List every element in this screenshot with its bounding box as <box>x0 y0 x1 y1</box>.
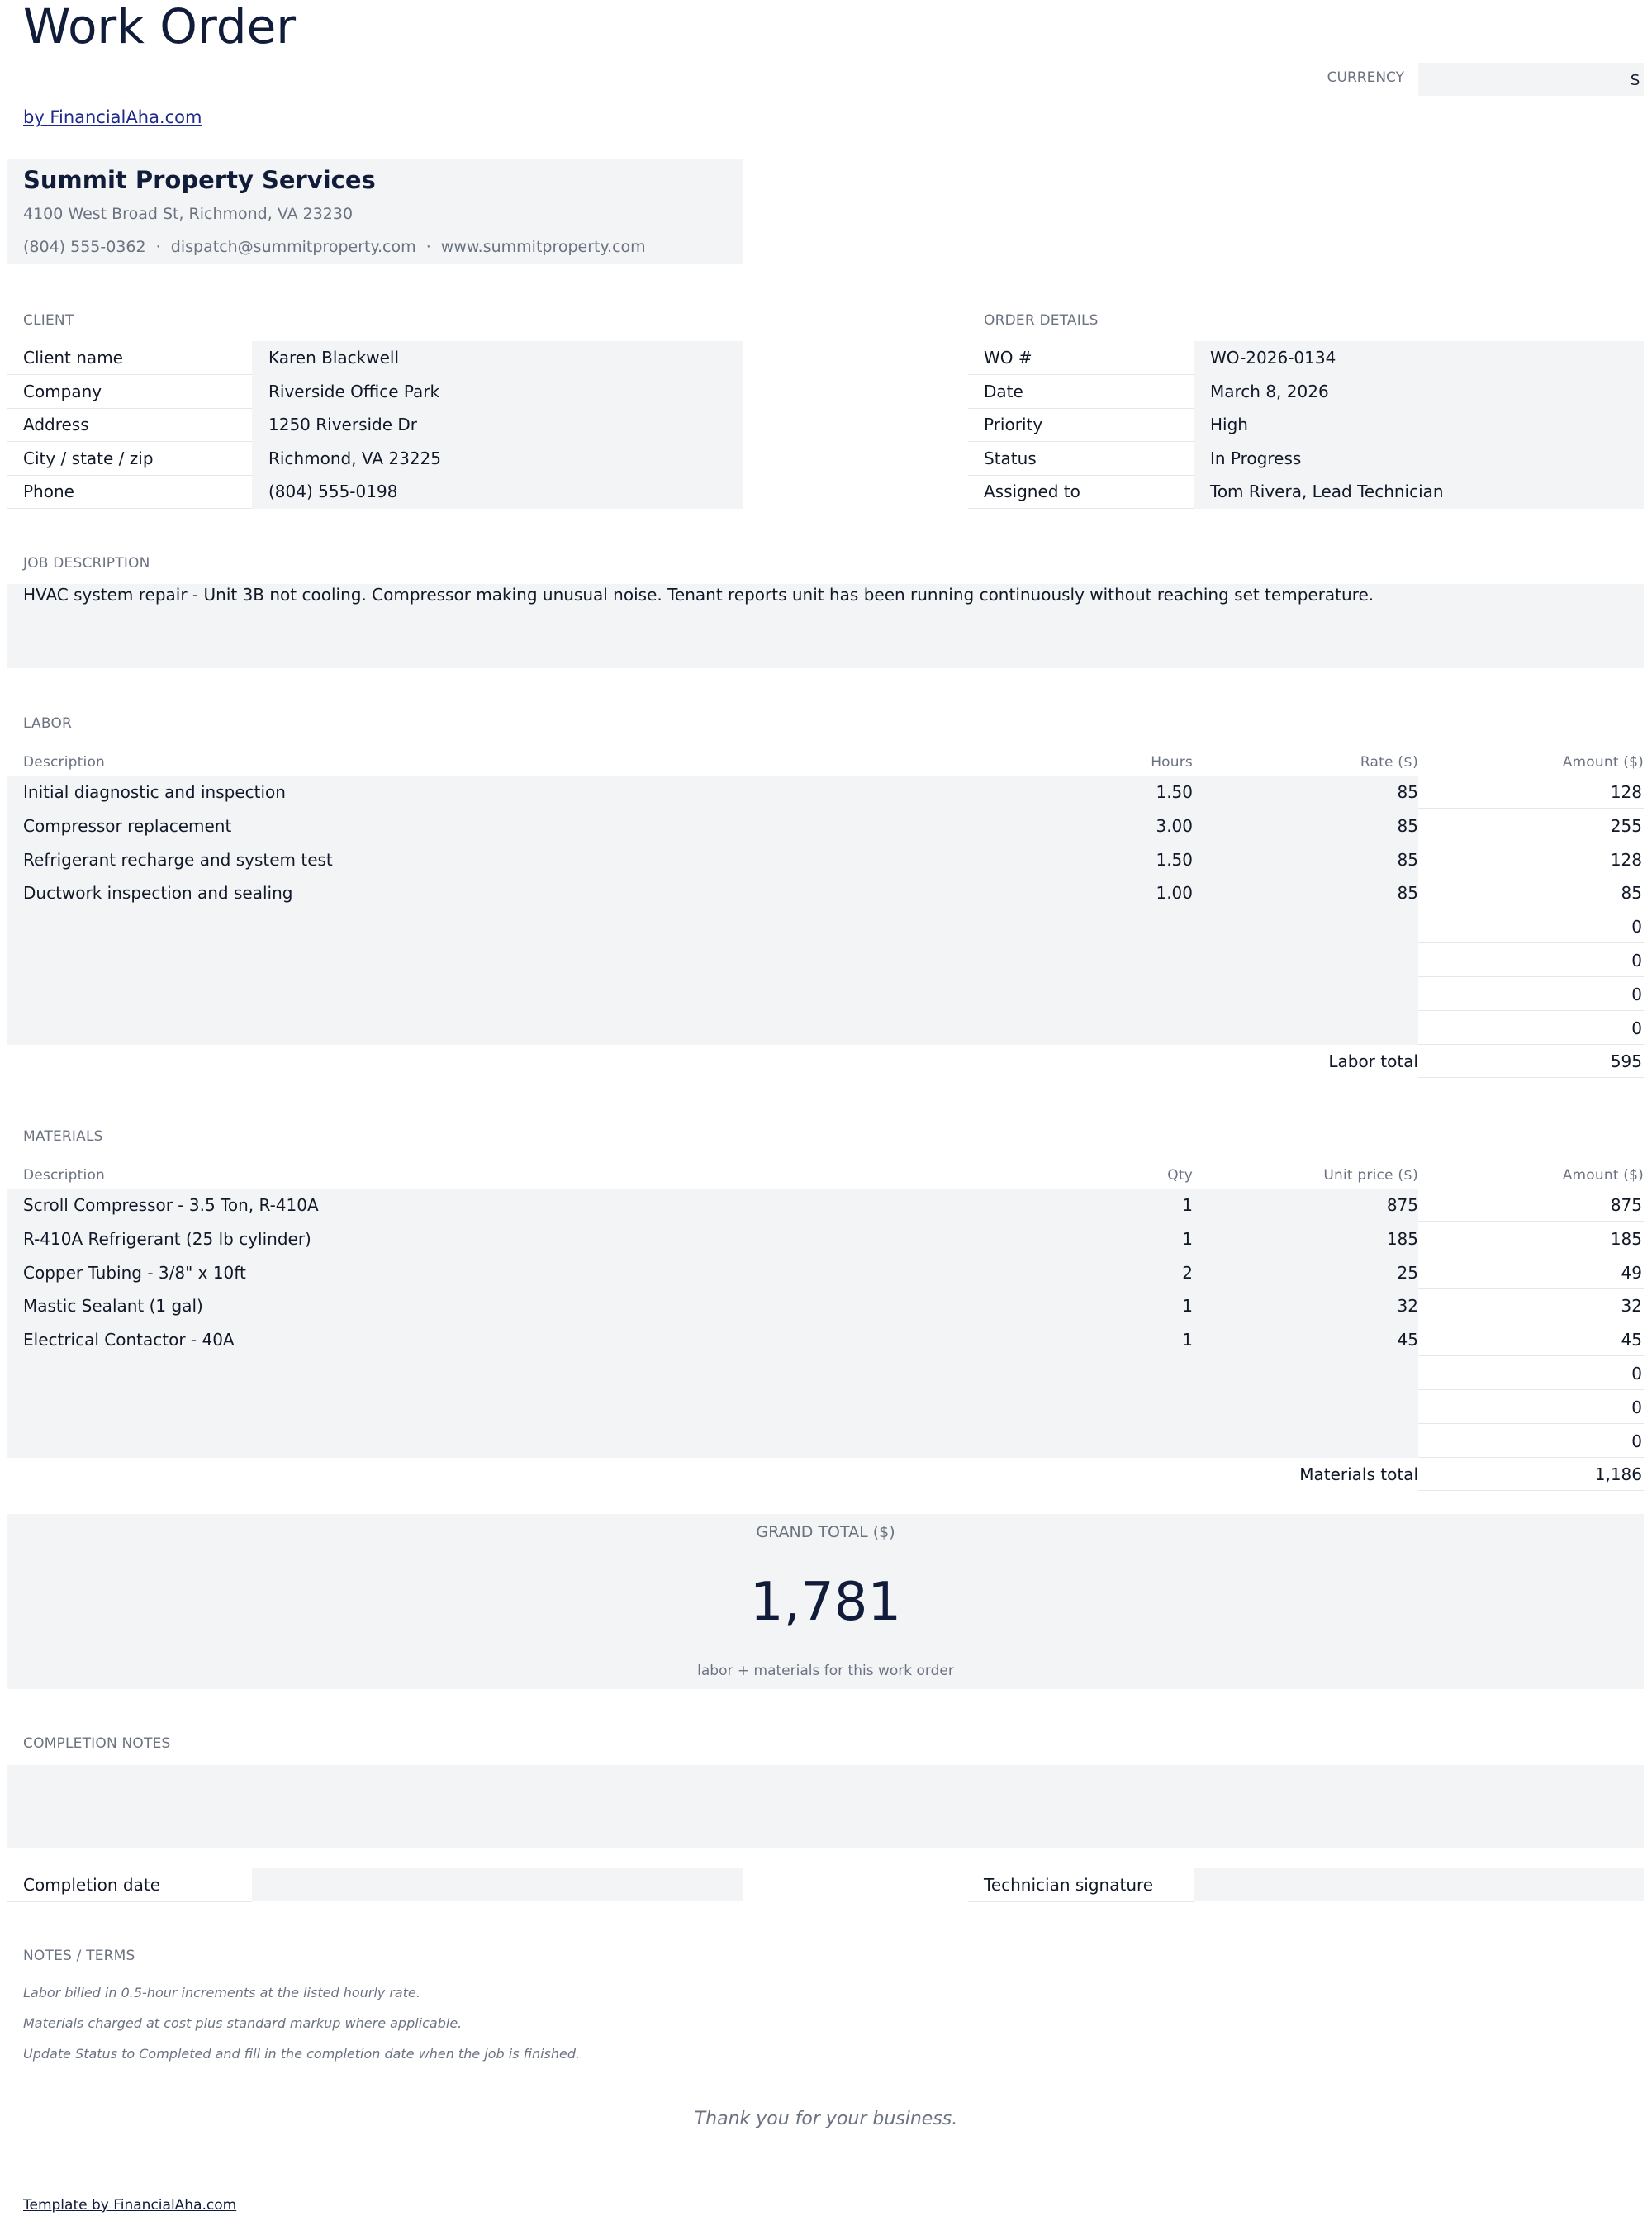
client-field-value[interactable]: 1250 Riverside Dr <box>252 408 743 442</box>
labor-row-qty[interactable] <box>1024 1012 1193 1045</box>
terms-line: Update Status to Completed and fill in the completion date when the job is finished. <box>23 2046 581 2062</box>
materials-row-qty[interactable]: 1 <box>1182 1296 1193 1317</box>
materials-row-amount: 875 <box>1418 1189 1644 1222</box>
company-name: Summit Property Services <box>23 166 376 194</box>
labor-total-value: 595 <box>1418 1045 1644 1078</box>
labor-row-description[interactable]: Initial diagnostic and inspection <box>23 782 286 802</box>
thank-you-message: Thank you for your business. <box>694 2109 958 2129</box>
grand-total-caption: labor + materials for this work order <box>697 1663 954 1679</box>
materials-row-amount: 45 <box>1418 1323 1644 1356</box>
materials-row-qty[interactable] <box>1024 1391 1193 1424</box>
materials-row-amount: 32 <box>1418 1289 1644 1322</box>
labor-row-rate[interactable]: 85 <box>1397 883 1418 904</box>
currency-value: $ <box>1630 69 1640 89</box>
company-contact: (804) 555-0362 · dispatch@summitproperty.com · www.summitproperty.com <box>23 238 646 256</box>
materials-row-qty[interactable]: 1 <box>1182 1228 1193 1249</box>
order-field-value[interactable]: In Progress <box>1194 442 1644 476</box>
order-field-label: Status <box>968 442 1194 476</box>
labor-header-qty: Hours <box>1151 754 1193 771</box>
materials-row-rate[interactable] <box>1198 1425 1418 1458</box>
labor-header-amount: Amount ($) <box>1562 754 1644 771</box>
materials-row-amount: 0 <box>1418 1391 1644 1424</box>
materials-section-label: MATERIALS <box>23 1128 103 1145</box>
labor-row-amount: 255 <box>1418 809 1644 842</box>
materials-row-rate[interactable]: 32 <box>1397 1296 1418 1317</box>
labor-row-qty[interactable]: 1.50 <box>1156 849 1193 870</box>
labor-row-description[interactable]: Refrigerant recharge and system test <box>23 849 333 870</box>
terms-section-label: NOTES / TERMS <box>23 1948 135 1964</box>
footer-template-link[interactable]: Template by FinancialAha.com <box>23 2197 237 2214</box>
completion-notes-field[interactable] <box>7 1765 1644 1848</box>
labor-total-label: Labor total <box>1328 1051 1418 1072</box>
labor-row-rate[interactable]: 85 <box>1397 782 1418 802</box>
materials-row-qty[interactable]: 1 <box>1182 1330 1193 1350</box>
client-field-label: Address <box>7 408 252 442</box>
materials-row-rate[interactable]: 185 <box>1386 1228 1418 1249</box>
materials-row-description[interactable]: R-410A Refrigerant (25 lb cylinder) <box>23 1228 311 1249</box>
order-field-value[interactable]: WO-2026-0134 <box>1194 341 1644 375</box>
grand-total-panel <box>7 1514 1644 1689</box>
materials-row-qty[interactable]: 1 <box>1182 1195 1193 1215</box>
client-field-value[interactable]: (804) 555-0198 <box>252 475 743 509</box>
labor-row-amount: 128 <box>1418 776 1644 809</box>
labor-row-description[interactable] <box>23 1012 1014 1045</box>
labor-row-rate[interactable]: 85 <box>1397 815 1418 836</box>
job-section-label: JOB DESCRIPTION <box>23 555 150 572</box>
technician-signature-field[interactable] <box>1194 1868 1644 1901</box>
labor-row-qty[interactable] <box>1024 944 1193 977</box>
materials-row-description[interactable] <box>23 1357 1014 1390</box>
completion-date-label: Completion date <box>23 1875 161 1895</box>
order-field-label: Assigned to <box>968 475 1194 509</box>
materials-row-description[interactable]: Electrical Contactor - 40A <box>23 1330 235 1350</box>
labor-row-rate[interactable] <box>1198 944 1418 977</box>
currency-input[interactable] <box>1418 63 1644 96</box>
terms-line: Labor billed in 0.5-hour increments at the listed hourly rate. <box>23 1985 420 2000</box>
technician-signature-label-rule <box>968 1867 1194 1902</box>
labor-row-qty[interactable]: 1.50 <box>1156 782 1193 802</box>
labor-row-amount: 0 <box>1418 978 1644 1011</box>
labor-row-amount: 0 <box>1418 910 1644 943</box>
completion-date-field[interactable] <box>252 1868 743 1901</box>
materials-row-qty[interactable]: 2 <box>1182 1262 1193 1283</box>
labor-row-rate[interactable] <box>1198 910 1418 943</box>
labor-row-rate[interactable]: 85 <box>1397 849 1418 870</box>
materials-row-description[interactable] <box>23 1425 1014 1458</box>
client-field-value[interactable]: Riverside Office Park <box>252 375 743 409</box>
materials-row-description[interactable]: Copper Tubing - 3/8" x 10ft <box>23 1262 246 1283</box>
materials-header-description: Description <box>23 1167 106 1184</box>
materials-row-description[interactable]: Mastic Sealant (1 gal) <box>23 1296 203 1317</box>
materials-row-qty[interactable] <box>1024 1425 1193 1458</box>
labor-row-description[interactable]: Compressor replacement <box>23 815 232 836</box>
materials-row-rate[interactable]: 45 <box>1397 1330 1418 1350</box>
labor-row-amount: 128 <box>1418 843 1644 876</box>
materials-row-amount: 0 <box>1418 1425 1644 1458</box>
terms-line: Materials charged at cost plus standard markup where applicable. <box>23 2015 463 2031</box>
materials-row-amount: 0 <box>1418 1357 1644 1390</box>
labor-header-description: Description <box>23 754 106 771</box>
labor-row-amount: 85 <box>1418 876 1644 909</box>
labor-row-rate[interactable] <box>1198 978 1418 1011</box>
materials-row-description[interactable]: Scroll Compressor - 3.5 Ton, R-410A <box>23 1195 319 1215</box>
page-title: Work Order <box>23 0 297 55</box>
labor-row-description[interactable] <box>23 910 1014 943</box>
labor-section-label: LABOR <box>23 715 73 732</box>
currency-label: CURRENCY <box>1327 69 1404 86</box>
client-field-label: Company <box>7 375 252 409</box>
materials-total-value: 1,186 <box>1418 1458 1644 1491</box>
materials-total-label: Materials total <box>1299 1464 1418 1485</box>
completion-date-label-rule <box>7 1867 252 1902</box>
labor-row-description[interactable]: Ductwork inspection and sealing <box>23 883 293 904</box>
company-block <box>7 159 743 264</box>
order-field-value[interactable]: Tom Rivera, Lead Technician <box>1194 475 1644 509</box>
labor-row-rate[interactable] <box>1198 1012 1418 1045</box>
materials-row-amount: 185 <box>1418 1222 1644 1255</box>
materials-row-rate[interactable]: 875 <box>1386 1195 1418 1215</box>
materials-row-description[interactable] <box>23 1391 1014 1424</box>
labor-row-qty[interactable] <box>1024 910 1193 943</box>
order-field-label: Priority <box>968 408 1194 442</box>
labor-row-qty[interactable]: 3.00 <box>1156 815 1193 836</box>
materials-row-amount: 49 <box>1418 1256 1644 1289</box>
labor-header-rate: Rate ($) <box>1360 754 1418 771</box>
client-field-value[interactable]: Richmond, VA 23225 <box>252 442 743 476</box>
order-section-label: ORDER DETAILS <box>984 312 1099 329</box>
technician-signature-label: Technician signature <box>984 1875 1154 1895</box>
labor-row-qty[interactable] <box>1024 978 1193 1011</box>
job-description-field[interactable] <box>7 584 1644 668</box>
client-field-label: City / state / zip <box>7 442 252 476</box>
job-description-text: HVAC system repair - Unit 3B not cooling. Compressor making unusual noise. Tenant reports unit has been running continuously without reaching set temperature. <box>23 585 1374 605</box>
materials-header-amount: Amount ($) <box>1562 1167 1644 1184</box>
materials-row-qty[interactable] <box>1024 1357 1193 1390</box>
materials-row-rate[interactable] <box>1198 1391 1418 1424</box>
grand-total-value: 1,781 <box>749 1572 902 1633</box>
client-field-label: Phone <box>7 475 252 509</box>
materials-header-rate: Unit price ($) <box>1323 1167 1418 1184</box>
materials-row-rate[interactable] <box>1198 1357 1418 1390</box>
labor-row-description[interactable] <box>23 944 1014 977</box>
order-field-value[interactable]: March 8, 2026 <box>1194 375 1644 409</box>
materials-header-qty: Qty <box>1167 1167 1193 1184</box>
labor-row-description[interactable] <box>23 978 1014 1011</box>
order-field-label: Date <box>968 375 1194 409</box>
labor-row-amount: 0 <box>1418 1012 1644 1045</box>
completion-section-label: COMPLETION NOTES <box>23 1735 171 1752</box>
grand-total-label: GRAND TOTAL ($) <box>756 1523 895 1541</box>
materials-row-rate[interactable]: 25 <box>1397 1262 1418 1283</box>
labor-row-amount: 0 <box>1418 944 1644 977</box>
client-field-label: Client name <box>7 341 252 375</box>
client-field-value[interactable]: Karen Blackwell <box>252 341 743 375</box>
byline-link[interactable]: by FinancialAha.com <box>23 107 202 127</box>
labor-row-qty[interactable]: 1.00 <box>1156 883 1193 904</box>
order-field-label: WO # <box>968 341 1194 375</box>
company-address: 4100 West Broad St, Richmond, VA 23230 <box>23 205 354 223</box>
client-section-label: CLIENT <box>23 312 74 329</box>
order-field-value[interactable]: High <box>1194 408 1644 442</box>
